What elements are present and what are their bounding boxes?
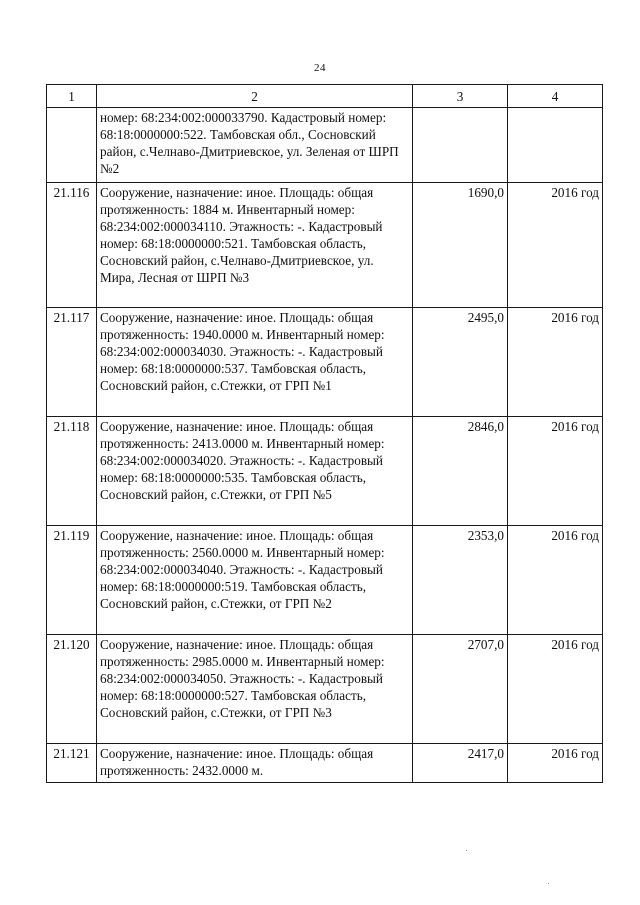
property-registry-table: [46, 84, 603, 783]
row-description: Сооружение, назначение: иное. Площадь: общая протяженность: 2413.0000 м. Инвентарный номер: 68:234:002:000034020. Этажность: -. Кадастровый номер: 68:18:0000000:535. Тамбовская область, Сосновский район, с.Стежки, от ГРП №5: [97, 417, 413, 526]
table-row: [47, 744, 603, 783]
row-year: 2016 год: [508, 308, 603, 417]
row-value: 2846,0: [413, 417, 508, 526]
column-header-1: 1: [47, 85, 97, 108]
row-value: 2707,0: [413, 635, 508, 744]
row-value: 1690,0: [413, 183, 508, 308]
table-row: [47, 417, 603, 526]
row-description: Сооружение, назначение: иное. Площадь: общая протяженность: 1940.0000 м. Инвентарный номер: 68:234:002:000034030. Этажность: -. Кадастровый номер: 68:18:0000000:537. Тамбовская область, Сосновский район, с.Стежки, от ГРП №1: [97, 308, 413, 417]
table-row: [47, 526, 603, 635]
table-row: [47, 183, 603, 308]
row-description: Сооружение, назначение: иное. Площадь: общая протяженность: 2560.0000 м. Инвентарный номер: 68:234:002:000034040. Этажность: -. Кадастровый номер: 68:18:0000000:519. Тамбовская область, Сосновский район, с.Стежки, от ГРП №2: [97, 526, 413, 635]
row-number: [47, 108, 97, 183]
scan-speck: [466, 850, 467, 851]
column-header-2: 2: [97, 85, 413, 108]
row-value: 2353,0: [413, 526, 508, 635]
row-year: 2016 год: [508, 744, 603, 783]
row-number: 21.118: [47, 417, 97, 526]
row-year: 2016 год: [508, 526, 603, 635]
row-year: 2016 год: [508, 183, 603, 308]
row-description: Сооружение, назначение: иное. Площадь: общая протяженность: 2985.0000 м. Инвентарный номер: 68:234:002:000034050. Этажность: -. Кадастровый номер: 68:18:0000000:527. Тамбовская область, Сосновский район, с.Стежки, от ГРП №3: [97, 635, 413, 744]
row-description: Сооружение, назначение: иное. Площадь: общая протяженность: 1884 м. Инвентарный номер: 68:234:002:000034110. Этажность: -. Кадастровый номер: 68:18:0000000:521. Тамбовская область, Сосновский район, с.Челнаво-Дмитриевское, ул. Мира, Лесная от ШРП №3: [97, 183, 413, 308]
row-number: 21.116: [47, 183, 97, 308]
table-row: [47, 108, 603, 183]
row-value: 2417,0: [413, 744, 508, 783]
table-row: [47, 635, 603, 744]
scan-speck: [548, 883, 549, 884]
row-year: 2016 год: [508, 417, 603, 526]
row-year: 2016 год: [508, 635, 603, 744]
row-number: 21.120: [47, 635, 97, 744]
table-row: [47, 308, 603, 417]
column-header-4: 4: [508, 85, 603, 108]
table-header-row: [47, 85, 603, 108]
row-description: номер: 68:234:002:000033790. Кадастровый номер: 68:18:0000000:522. Тамбовская обл., Сосновский район, с.Челнаво-Дмитриевское, ул. Зеленая от ШРП №2: [97, 108, 413, 183]
column-header-3: 3: [413, 85, 508, 108]
row-value: [413, 108, 508, 183]
row-description: Сооружение, назначение: иное. Площадь: общая протяженность: 2432.0000 м.: [97, 744, 413, 783]
row-number: 21.121: [47, 744, 97, 783]
row-year: [508, 108, 603, 183]
row-value: 2495,0: [413, 308, 508, 417]
row-number: 21.117: [47, 308, 97, 417]
page-number: 24: [314, 62, 326, 74]
row-number: 21.119: [47, 526, 97, 635]
